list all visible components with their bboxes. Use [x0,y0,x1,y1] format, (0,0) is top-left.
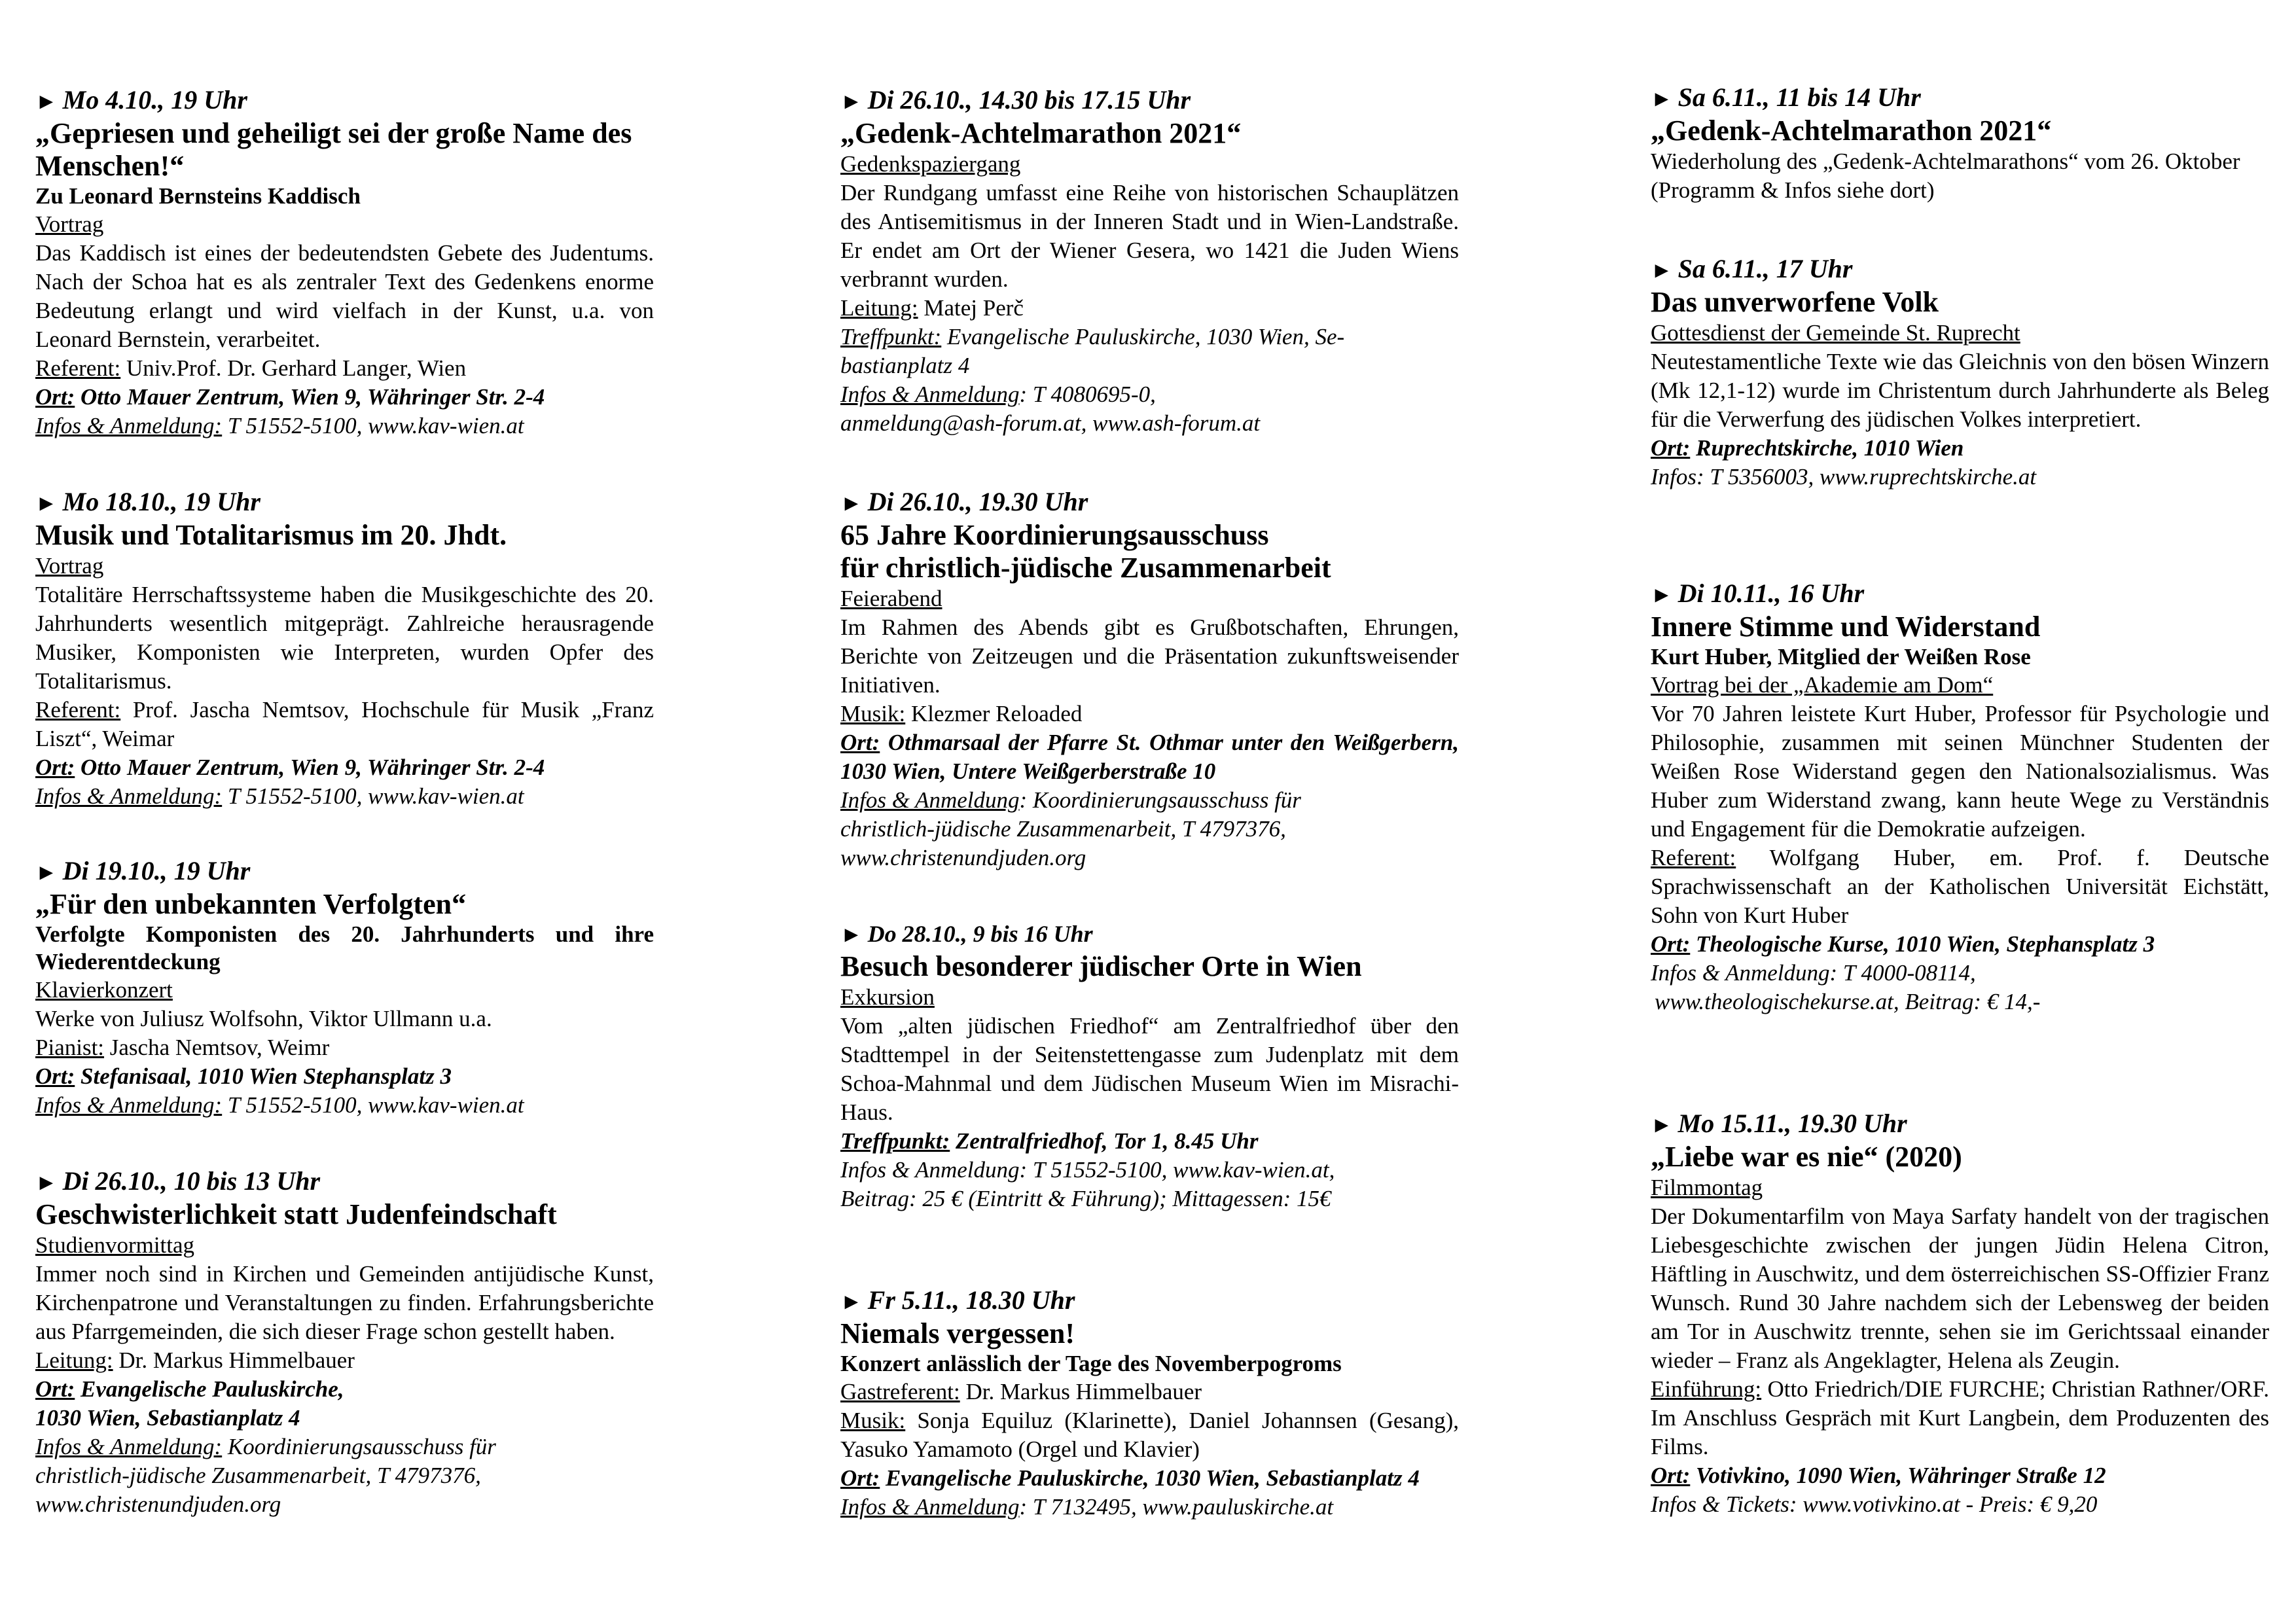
event-music: Musik: Klezmer Reloaded [840,701,1083,726]
event-type: Vortrag [35,211,104,237]
event-leitung: Leitung: Matej Perč [840,295,1024,321]
event-description: Im Rahmen des Abends gibt es Grußbotschaften, Ehrungen, Berichte von Zeitzeugen und die Präsentation zukunftsweisender Initiativen. [840,615,1459,698]
event-location: Ort: Otto Mauer Zentrum, Wien 9, Währinger Str. 2-4 [35,384,545,410]
event-info: Infos & Tickets: www.votivkino.at - Preis: € 9,20 [1651,1491,2098,1517]
event-location: Ort: Theologische Kurse, 1010 Wien, Stephansplatz 3 [1651,931,2155,957]
event-meeting-point: Treffpunkt: Evangelische Pauluskirche, 1030 Wien, Se- [840,324,1345,349]
event-title-line-2: für christlich-jüdische Zusammenarbeit [840,552,1331,584]
event-subtitle: Kurt Huber, Mitglied der Weißen Rose [1651,644,2031,669]
event-date: ► Di 26.10., 10 bis 13 Uhr [35,1166,654,1198]
event-niemals-vergessen [840,1285,1459,1522]
event-koordinierungsausschuss [840,487,1459,872]
event-description: Werke von Juliusz Wolfsohn, Viktor Ullmann u.a. [35,1006,492,1031]
event-info-line-2: Beitrag: 25 € (Eintritt & Führung); Mittagessen: 15€ [840,1186,1331,1211]
event-info: Infos & Anmeldung: Koordinierungsausschuss für [840,787,1301,813]
event-type: Vortrag [35,553,104,579]
event-geschwisterlichkeit [35,1166,654,1519]
event-referent: Referent: Wolfgang Huber, em. Prof. f. Deutsche Sprachwissenschaft an der Katholischen Universität Eichstätt, Sohn von Kurt Huber [1651,845,2269,928]
event-info: Infos & Anmeldung: T 51552-5100, www.kav-wien.at [35,413,524,438]
event-date: ► Mo 4.10., 19 Uhr [35,85,654,117]
event-kaddisch [35,85,654,440]
event-title: 65 Jahre Koordinierungsausschuss [840,519,1269,551]
event-info: Infos & Anmeldung: T 4080695-0, [840,382,1156,407]
event-date: ► Mo 18.10., 19 Uhr [35,487,654,519]
event-title: Musik und Totalitarismus im 20. Jhdt. [35,519,507,551]
event-title: Besuch besonderer jüdischer Orte in Wien [840,950,1362,982]
event-info: Infos & Anmeldung: T 7132495, www.pauluskirche.at [840,1494,1334,1520]
event-meeting-point: Treffpunkt: Zentralfriedhof, Tor 1, 8.45 Uhr [840,1128,1259,1154]
event-type: Gottesdienst der Gemeinde St. Ruprecht [1651,320,2020,346]
triangle-arrow-icon: ► [840,1290,863,1314]
event-description: Vom „alten jüdischen Friedhof“ am Zentralfriedhof über den Stadttempel in der Seitenstettengasse zum Judenplatz mit dem Schoa-Mahnmal und dem Jüdischen Museum Wien im Misrachi-Haus. [840,1013,1459,1125]
event-location: Ort: Othmarsaal der Pfarre St. Othmar unter den Weißgerbern, 1030 Wien, Untere Weißgerberstraße 10 [840,730,1459,784]
event-music: Musik: Sonja Equiluz (Klarinette), Daniel Johannsen (Gesang), Yasuko Yamamoto (Orgel und Klavier) [840,1408,1459,1462]
event-title: „Für den unbekannten Verfolgten“ [35,888,467,920]
event-description: Das Kaddisch ist eines der bedeutendsten Gebete des Judentums. Nach der Schoa hat es als zentraler Text des Gedenkens enorme Bedeutung erlangt und wird vielfach in der Kunst, u.a. von Leonard Bernstein, verarbeitet. [35,240,654,352]
event-info-line-3: www.christenundjuden.org [35,1491,281,1517]
event-location: Ort: Otto Mauer Zentrum, Wien 9, Währinger Str. 2-4 [35,755,545,780]
triangle-arrow-icon: ► [1651,259,1673,283]
triangle-arrow-icon: ► [1651,1113,1673,1137]
triangle-arrow-icon: ► [35,1171,58,1195]
event-subtitle: Konzert anlässlich der Tage des Novemberpogroms [840,1351,1342,1376]
event-location: Ort: Ruprechtskirche, 1010 Wien [1651,435,1964,461]
event-date: ► Do 28.10., 9 bis 16 Uhr [840,919,1459,950]
event-info: Infos & Anmeldung: T 51552-5100, www.kav-wien.at [35,783,524,809]
event-achtelmarathon-1 [840,85,1459,438]
event-date: ► Di 19.10., 19 Uhr [35,856,654,888]
event-date: ► Fr 5.11., 18.30 Uhr [840,1285,1459,1317]
event-info: Infos & Anmeldung: T 4000-08114, [1651,960,1976,986]
event-totalitarismus [35,487,654,811]
event-title: Geschwisterlichkeit statt Judenfeindschaft [35,1198,557,1230]
event-date: ► Sa 6.11., 17 Uhr [1651,254,2269,286]
event-title: „Gedenk-Achtelmarathon 2021“ [1651,115,2052,147]
triangle-arrow-icon: ► [840,491,863,516]
event-description: Neutestamentliche Texte wie das Gleichnis von den bösen Winzern (Mk 12,1-12) wurde im Christentum durch Jahrhunderte als Beleg für die Verwerfung des jüdischen Volkes interpretiert. [1651,349,2269,432]
event-pianist: Pianist: Jascha Nemtsov, Weimr [35,1035,330,1060]
event-date: ► Di 26.10., 19.30 Uhr [840,487,1459,519]
event-guest-speaker: Gastreferent: Dr. Markus Himmelbauer [840,1379,1202,1404]
event-verfolgten [35,856,654,1120]
event-description: Der Dokumentarfilm von Maya Sarfaty handelt von der tragischen Liebesgeschichte zwischen der jungen Jüdin Helena Citron, Häftling in Auschwitz, und dem österreichischen SS-Offizier Franz Wunsch. Rund 30 Jahre nachdem sich der Lebensweg der beiden am Tor in Auschwitz trennte, sehen sie im Gerichtssaal einander wieder – Franz als Angeklagter, Helena als Zeugin. [1651,1204,2269,1373]
event-leitung: Leitung: Dr. Markus Himmelbauer [35,1347,355,1373]
event-type: Exkursion [840,984,935,1010]
event-date: ► Mo 15.11., 19.30 Uhr [1651,1109,2269,1141]
event-title: Innere Stimme und Widerstand [1651,611,2041,643]
event-location-line-2: 1030 Wien, Sebastianplatz 4 [35,1405,300,1431]
triangle-arrow-icon: ► [1651,87,1673,111]
event-title: „Liebe war es nie“ (2020) [1651,1141,1962,1173]
event-description: Wiederholung des „Gedenk-Achtelmarathons“ vom 26. Oktober (Programm & Infos siehe dort) [1651,149,2240,203]
event-subtitle: Zu Leonard Bernsteins Kaddisch [35,183,361,209]
event-location: Ort: Evangelische Pauluskirche, [35,1376,344,1402]
event-subtitle: Verfolgte Komponisten des 20. Jahrhunderts und ihre Wiederentdeckung [35,921,654,974]
event-location: Ort: Votivkino, 1090 Wien, Währinger Straße 12 [1651,1463,2106,1488]
event-info-line-2: christlich-jüdische Zusammenarbeit, T 4797376, [35,1463,481,1488]
event-meeting-point-line-2: bastianplatz 4 [840,353,970,378]
event-referent: Referent: Univ.Prof. Dr. Gerhard Langer, Wien [35,355,467,381]
triangle-arrow-icon: ► [35,491,58,516]
event-info: Infos & Anmeldung: T 51552-5100, www.kav-wien.at [35,1092,524,1118]
event-info-line-2: www.theologischekurse.at, Beitrag: € 14,- [1655,989,2041,1014]
event-date: ► Sa 6.11., 11 bis 14 Uhr [1651,82,2269,115]
event-description: Vor 70 Jahren leistete Kurt Huber, Professor für Psychologie und Philosophie, zusammen mit seinen Münchner Studenten der Weißen Rose Widerstand gegen den Nationalsozialismus. Was Huber zum Widerstand zwang, kann heute Wege zu Verständnis und Engagement für die Demokratie aufzeigen. [1651,701,2269,842]
event-description: Der Rundgang umfasst eine Reihe von historischen Schauplätzen des Antisemitismus in der Inneren Stadt und in Wien-Landstraße. Er endet am Ort der Wiener Gesera, wo 1421 die Juden Wiens verbrannt wurden. [840,180,1459,292]
triangle-arrow-icon: ► [840,90,863,114]
event-title: Das unverworfene Volk [1651,286,1939,318]
event-description: Totalitäre Herrschaftssysteme haben die Musikgeschichte des 20. Jahrhunderts wesentlich mitgeprägt. Zahlreiche herausragende Musiker, Komponisten wie Interpreten, wurden Opfer des Totalitarismus. [35,582,654,694]
event-type: Filmmontag [1651,1175,1763,1200]
event-type: Gedenkspaziergang [840,151,1021,177]
event-title: „Gepriesen und geheiligt sei der große Name des Menschen!“ [35,117,632,182]
event-innere-stimme [1651,579,2269,1016]
event-info-line-2: christlich-jüdische Zusammenarbeit, T 4797376, [840,816,1286,842]
event-date: ► Di 10.11., 16 Uhr [1651,579,2269,611]
event-title: „Gedenk-Achtelmarathon 2021“ [840,117,1242,149]
event-info: Infos & Anmeldung: T 51552-5100, www.kav-wien.at, [840,1157,1335,1183]
event-achtelmarathon-2 [1651,82,2269,205]
event-unverworfene-volk [1651,254,2269,491]
event-description: Immer noch sind in Kirchen und Gemeinden antijüdische Kunst, Kirchenpatrone und Veranstaltungen zu finden. Erfahrungsberichte aus Pfarrgemeinden, die sich dieser Frage schon gestellt haben. [35,1261,654,1344]
event-info-line-3: www.christenundjuden.org [840,845,1086,870]
event-title: Niemals vergessen! [840,1317,1075,1349]
event-type: Feierabend [840,586,942,611]
event-location: Ort: Evangelische Pauluskirche, 1030 Wien, Sebastianplatz 4 [840,1465,1420,1491]
triangle-arrow-icon: ► [840,923,863,947]
triangle-arrow-icon: ► [35,90,58,114]
event-referent: Referent: Prof. Jascha Nemtsov, Hochschule für Musik „Franz Liszt“, Weimar [35,697,654,751]
event-introduction: Einführung: Otto Friedrich/DIE FURCHE; Christian Rathner/ORF. Im Anschluss Gespräch mit Kurt Langbein, dem Produzenten des Films. [1651,1376,2269,1459]
event-info-line-2: anmeldung@ash-forum.at, www.ash-forum.at [840,410,1261,436]
event-type: Klavierkonzert [35,977,173,1003]
triangle-arrow-icon: ► [1651,583,1673,607]
event-liebe-war-es-nie [1651,1109,2269,1519]
triangle-arrow-icon: ► [35,861,58,885]
event-info: Infos & Anmeldung: Koordinierungsausschuss für [35,1434,496,1459]
event-location: Ort: Stefanisaal, 1010 Wien Stephansplatz 3 [35,1063,452,1089]
event-exkursion [840,919,1459,1213]
event-info: Infos: T 5356003, www.ruprechtskirche.at [1651,464,2037,490]
event-type: Studienvormittag [35,1232,195,1258]
event-type: Vortrag bei der „Akademie am Dom“ [1651,672,1994,698]
event-date: ► Di 26.10., 14.30 bis 17.15 Uhr [840,85,1459,117]
